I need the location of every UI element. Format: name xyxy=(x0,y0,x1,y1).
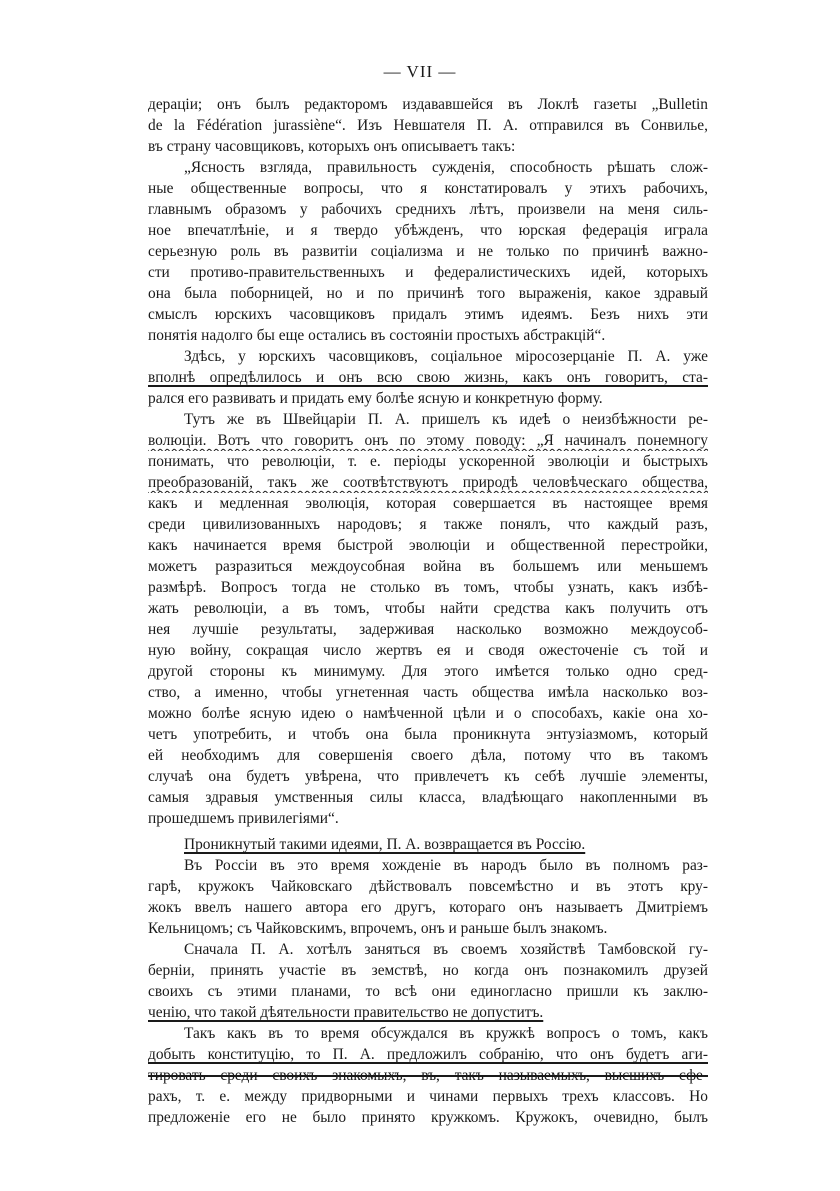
text-line: рахъ, т. е. между придворными и чинами первыхъ трехъ классовъ. Но xyxy=(148,1088,708,1105)
text-line: Въ Россіи въ это время хожденіе въ народъ было въ полномъ раз- xyxy=(184,857,708,874)
underlined-line: ченію, что такой дѣятельности правительство не допуститъ. xyxy=(148,1004,544,1021)
body-text xyxy=(148,94,708,1128)
text-line: ную войну, сокращая число жертвъ ея и сводя ожесточеніе съ той и xyxy=(148,642,708,659)
text-line: главнымъ образомъ у рабочихъ среднихъ лѣтъ, произвели на меня силь- xyxy=(148,201,708,218)
text-line: случаѣ она будетъ увѣрена, что привлечетъ къ себѣ лучшіе элементы, xyxy=(148,768,708,785)
text-line: какъ и медленная эволюція, которая совершается въ настоящее время xyxy=(148,495,708,512)
text-line: размѣрѣ. Вопросъ тогда не столько въ томъ, чтобы узнать, какъ избѣ- xyxy=(148,579,708,596)
text-line: прошедшемъ привилегіями“. xyxy=(148,810,339,827)
text-line: своихъ съ этими планами, то всѣ они единогласно пришли къ заклю- xyxy=(148,983,708,1000)
text-line: рался его развивать и придать ему болѣе ясную и конкретную форму. xyxy=(148,390,603,407)
text-line: предложеніе его не было принято кружкомъ. Кружокъ, очевидно, былъ xyxy=(148,1109,708,1126)
underlined-line: Проникнутый такими идеями, П. А. возвращается въ Россію. xyxy=(184,836,586,853)
text-line: четъ употребить, и чтобъ она была проникнута энтузіазмомъ, который xyxy=(148,726,708,743)
text-line: смыслъ юрскихъ часовщиковъ придалъ этимъ идеямъ. Безъ нихъ эти xyxy=(148,306,708,323)
text-line: Кельницомъ; съ Чайковскимъ, впрочемъ, онъ и раньше былъ знакомъ. xyxy=(148,920,608,937)
text-line: самыя здравыя умственныя силы класса, владѣющаго накопленными въ xyxy=(148,789,708,806)
text-line: ство, а именно, чтобы угнетенная часть общества имѣла насколько воз- xyxy=(148,684,708,701)
struck-line: тировать среди своихъ знакомыхъ, въ, такъ называемыхъ, высшихъ сфе- xyxy=(148,1067,708,1084)
text-line: Такъ какъ въ то время обсуждался въ кружкѣ вопросъ о томъ, какъ xyxy=(184,1025,708,1042)
text-line: гарѣ, кружокъ Чайковскаго дѣйствовалъ повсемѣстно и въ этотъ кру- xyxy=(148,878,708,895)
text-line: серьезную роль въ развитіи соціализма и не только по причинѣ важно- xyxy=(148,243,708,260)
wavy-underlined-line: волюціи. Вотъ что говоритъ онъ по этому поводу: „Я начиналъ понемногу xyxy=(148,432,708,449)
underlined-line: вполнѣ опредѣлилось и онъ всю свою жизнь, какъ онъ говоритъ, ста- xyxy=(148,369,708,386)
text-line: „Ясность взгляда, правильность сужденія, способность рѣшать слож- xyxy=(184,159,708,176)
text-line: можно болѣе ясную идею о намѣченной цѣли и о способахъ, какіе она хо- xyxy=(148,705,708,722)
text-line: въ страну часовщиковъ, которыхъ онъ описываетъ такъ: xyxy=(148,138,516,155)
page-number: — VII — xyxy=(383,62,457,81)
text-line: Здѣсь, у юрскихъ часовщиковъ, соціальное міросозерцаніе П. А. уже xyxy=(184,348,708,365)
text-line: нея лучшіе результаты, задерживая насколько возможно междоусоб- xyxy=(148,621,708,638)
text-line: она была поборницей, но и по причинѣ того выраженія, какое здравый xyxy=(148,285,708,302)
text-line: Сначала П. А. хотѣлъ заняться въ своемъ хозяйствѣ Тамбовской гу- xyxy=(184,941,708,958)
text-line: берніи, принять участіе въ земствѣ, но когда онъ познакомилъ друзей xyxy=(148,962,708,979)
text-line: Тутъ же въ Швейцаріи П. А. пришелъ къ идеѣ о неизбѣжности ре- xyxy=(184,411,708,428)
text-line: какъ начинается время быстрой эволюціи и общественной перестройки, xyxy=(148,537,708,554)
text-line: ей необходимъ для совершенія своего дѣла, потому что въ такомъ xyxy=(148,747,708,764)
text-line: можетъ разразиться междоусобная война въ большемъ или меньшемъ xyxy=(148,558,708,575)
text-line: понимать, что революціи, т. е. періоды ускоренной эволюціи и быстрыхъ xyxy=(148,453,708,470)
text-line: ное впечатлѣніе, и я твердо убѣжденъ, что юрская федерація играла xyxy=(148,222,708,239)
text-line: сти противо-правительственныхъ и федералистическихъ идей, которыхъ xyxy=(148,264,708,281)
underlined-line: добыть конституцію, то П. А. предложилъ собранію, что онъ будетъ аги- xyxy=(148,1046,708,1063)
text-line: жать революціи, а въ томъ, чтобы найти средства какъ получить отъ xyxy=(148,600,708,617)
wavy-underlined-line: преобразованій, такъ же соотвѣтствуютъ природѣ человѣческаго общества, xyxy=(148,474,708,491)
text-line: другой стороны къ минимуму. Для этого имѣется только одно сред- xyxy=(148,663,708,680)
text-line: de la Fédération jurassiène“. Изъ Невшателя П. А. отправился въ Сонвилье, xyxy=(148,117,708,134)
text-line: дераціи; онъ былъ редакторомъ издававшейся въ Локлѣ газеты „Bulletin xyxy=(148,96,708,113)
text-line: жокъ ввелъ нашего автора его другъ, котораго онъ называетъ Дмитріемъ xyxy=(148,899,708,916)
text-line: среди цивилизованныхъ народовъ; я также понялъ, что каждый разъ, xyxy=(148,516,708,533)
text-line: понятія надолго бы еще остались въ состояніи простыхъ абстракцій“. xyxy=(148,327,606,344)
text-line: ные общественные вопросы, что я констатировалъ у этихъ рабочихъ, xyxy=(148,180,708,197)
